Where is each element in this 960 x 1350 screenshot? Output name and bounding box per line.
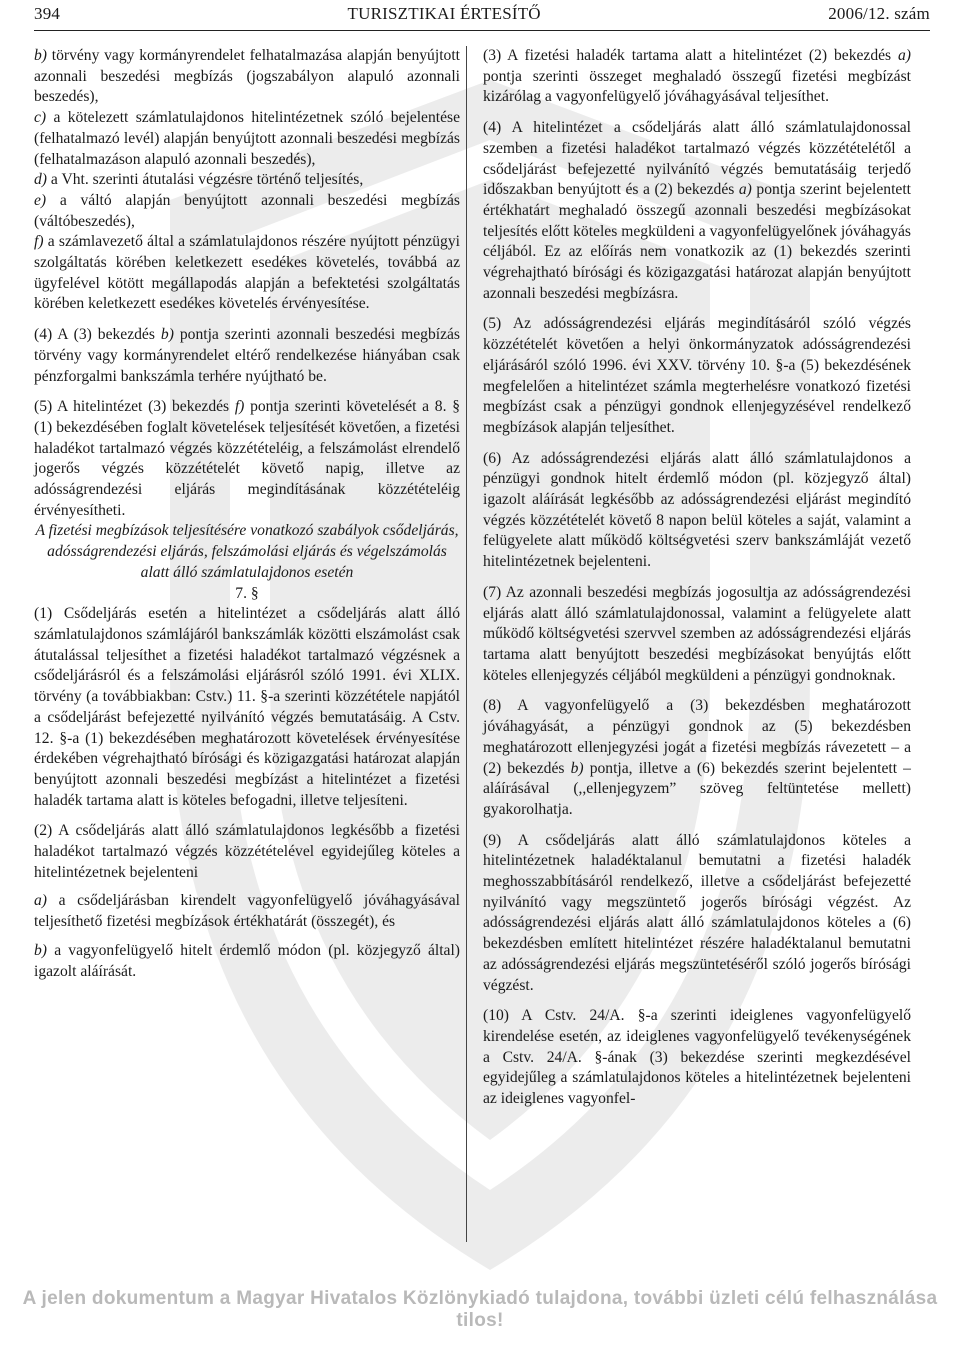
right-paragraph-8 bbox=[483, 696, 911, 820]
page-header bbox=[34, 4, 930, 31]
paragraph-5 bbox=[34, 397, 460, 521]
paragraph-4-text-a: (4) A (3) bekezdés bbox=[34, 326, 155, 344]
section-item-a-text: a csődeljárásban kirendelt vagyonfelügyelő jóváhagyásával teljesíthető fizetési megbízások értékhatárát (összegét), és bbox=[34, 892, 460, 931]
right-paragraph-4-ref: a) bbox=[738, 181, 752, 199]
column-divider bbox=[466, 46, 467, 1242]
section-item-a-label: a) bbox=[34, 892, 47, 910]
right-paragraph-8-text-b: pontja, illetve a (6) bekezdés szerint bejelentett – aláírásával (,,ellenjegyzem” szöveg feltüntetése mellett) gyakorolhatja. bbox=[483, 759, 911, 818]
paragraph-5-text-a: (5) A hitelintézet (3) bekezdés bbox=[34, 398, 230, 416]
right-paragraph-5: (5) Az adósságrendezési eljárás megindításáról szóló végzés közzétételét követően a helyi önkormányzatok adósságrendezési eljárásáról szóló 1996. évi XXV. törvény 10. §-a (5) bekezdésének megfelelően a hitelintézet számla megterhelésre vonatkozó fizetési megbízást csak a pénzügyi gondnok ellenjegyzésével rendelkező megbízások alapján teljesíthet. bbox=[483, 315, 911, 436]
publication-title: TURISZTIKAI ÉRTESÍTŐ bbox=[347, 4, 541, 23]
item-e-label: e) bbox=[34, 191, 47, 209]
section-paragraph-1: (1) Csődeljárás esetén a hitelintézet a csődeljárás alatt álló számlatulajdonos számlájáról bankszámlák közötti elszámolást csak átutalással teljesíthet a fizetési haladékot tartalmazó végzésnek a csődeljárásról és a felszámolási eljárásról szóló 1991. évi XLIX. törvény (a továbbiakban: Cstv.) 11. §-a szerinti közzététele napjától a csődeljárást befejezetté nyilvánító végzés bemutatásáig. A Cstv. 12. §-a (1) bekezdésében meghatározott követelések érvényesítése érdekében végrehajtható bírósági és közigazgatási határozat alapján benyújtott azonnali beszedési megbízást a hitelintézet a fizetési haladék tartama alatt is köteles befogadni, illetve teljesíteni. bbox=[34, 605, 460, 809]
item-d-label: d) bbox=[34, 171, 47, 189]
section-item-b bbox=[34, 941, 460, 982]
right-paragraph-7: (7) Az azonnali beszedési megbízás jogosultja az adósságrendezési eljárás alatt álló számlatulajdonossal, valamint a felügyelete alatt működő költségvetési szervvel szemben az adósságrendezési eljárás tartama alatt benyújtott beszedési megbízásokat benyújtás előtt köteles ellenjegyzés céljából megküldeni a pénzügyi gondnoknak. bbox=[483, 583, 911, 684]
paragraph-3-text-b: pontja szerinti összeget meghaladó összegű fizetési megbízást kizárólag a vagyonfelügyelő jóváhagyásával teljesíthet. bbox=[483, 67, 911, 106]
right-column bbox=[483, 46, 911, 1110]
item-c-text: a kötelezett számlatulajdonos hitelintézetnek szóló bejelentése (felhatalmazó levél) alapján benyújtott azonnali beszedési megbízás (felhatalmazáson alapuló azonnali beszedés), bbox=[34, 109, 460, 168]
paragraph-4-text-b: pontja szerinti azonnali beszedési megbízás törvény vagy kormányrendelet eltérő rendelkezése hiányában csak pénzforgalmi bankszámla terhére nyújtható be. bbox=[34, 326, 461, 385]
right-paragraph-8-ref: b) bbox=[570, 759, 584, 777]
issue-number: 2006/12. szám bbox=[828, 4, 930, 23]
left-column bbox=[34, 46, 460, 982]
item-d-text: a Vht. szerinti átutalási végzésre történő teljesítés, bbox=[50, 171, 364, 189]
right-paragraph-8-text-a: (8) A vagyonfelügyelő a (3) bekezdésben meghatározott jóváhagyását, a pénzügyi gondnok az (5) bekezdésben meghatározott ellenjegyzési jogát a fizetési megbízás rávezetett – a (2) bekezdés bbox=[483, 697, 911, 777]
item-c-label: c) bbox=[34, 109, 47, 127]
right-paragraph-4 bbox=[483, 118, 911, 304]
right-paragraph-4-text-a: (4) A hitelintézet a csődeljárás alatt álló számlatulajdonossal szemben a fizetési haladékot tartalmazó végzés közzétételétől a csődeljárást befejezetté nyilvánító végzés bemutatásáig terjedő időszakban benyújtott és a (2) bekezdés bbox=[483, 119, 911, 199]
right-paragraph-4-text-b: pontja szerint bejelentett értékhatárt meghaladó összegű azonnali beszedési megbízásokat teljesítés előtt köteles megküldeni a vagyonfelügyelőnek jóváhagyás céljából. Ez az előírás nem vonatkozik az (1) bekezdés szerinti végrehajtható bírósági és közigazgatási határozat alapján benyújtott azonnali beszedési megbízásra. bbox=[483, 181, 911, 302]
footer-notice: A jelen dokumentum a Magyar Hivatalos Közlönykiadó tulajdona, további üzleti célú felhasználása tilos! bbox=[22, 1288, 938, 1331]
item-f-label: f) bbox=[34, 233, 44, 251]
paragraph-3-ref: a) bbox=[898, 47, 911, 64]
right-paragraph-10: (10) A Cstv. 24/A. §-a szerinti ideiglenes vagyonfelügyelő kirendelése esetén, az ideiglenes vagyonfelügyelő tevékenységének a Cstv. 24/A. §-ának (3) bekezdése szerinti megkezdésével egyidejűleg a számlatulajdonos köteles a hitelintézetnek bejelenteni az ideiglenes vagyonfel- bbox=[483, 1007, 911, 1108]
paragraph-5-ref: f) bbox=[234, 398, 245, 416]
section-title: A fizetési megbízások teljesítésére vonatkozó szabályok csődeljárás, adósságrendezési eljárás, felszámolási eljárás és végelszámolás alatt álló számlatulajdonos esetén bbox=[35, 522, 459, 581]
item-e bbox=[34, 191, 460, 232]
section-number: 7. § bbox=[235, 584, 259, 602]
section-item-b-label: b) bbox=[34, 941, 47, 959]
right-paragraph-6: (6) Az adósságrendezési eljárás alatt álló számlatulajdonos a pénzügyi gondnok hitelt érdemlő módon (pl. közjegyző által) igazolt aláírását legkésőbb az adósságrendezési eljárást megindító végzés közzétételét követő 8 napon belül köteles a saját, valamint a felügyelete alatt működő költségvetési szerv bankszámláját vezető hitelintézetnek bejelenteni. bbox=[483, 449, 911, 571]
item-b-text: törvény vagy kormányrendelet felhatalmazása alapján benyújtott azonnali beszedési megbízás (jogszabályon alapuló azonnali beszedés), bbox=[34, 47, 460, 106]
item-d bbox=[34, 170, 460, 191]
right-paragraph-9: (9) A csődeljárás alatt álló számlatulajdonos köteles a hitelintézetnek haladéktalanul bemutatni a fizetési haladék meghosszabbításáról rendelkező, illetve a csődeljárást befejezetté nyilvánító vagy megszüntető jogerős bírósági végzést. Az adósságrendezési eljárás alatt álló számlatulajdonos köteles a (6) bekezdésben említett hitelintézet részére haladéktalanul bemutatni az adósságrendezési eljárás megszüntetéséről szóló jogerős bírósági végzést. bbox=[483, 831, 911, 994]
paragraph-5-text-b: pontja szerinti követelését a 8. § (1) bekezdésében foglalt követelések teljesítését követően, a fizetési haladékot tartalmazó végzés közzétételéig, a felszámolást elrendelő jogerős végzés közzétételét követő napig, illetve az adósságrendezési eljárás megindításának közzétételéig érvényesítheti. bbox=[34, 398, 460, 519]
paragraph-4-ref: b) bbox=[160, 326, 174, 344]
item-b-label: b) bbox=[34, 47, 47, 64]
item-c bbox=[34, 108, 460, 170]
section-paragraph-2: (2) A csődeljárás alatt álló számlatulajdonos legkésőbb a fizetési haladékot tartalmazó végzés közzétételével egyidejűleg köteles a hitelintézetnek bejelenteni bbox=[34, 822, 460, 881]
section-item-a bbox=[34, 891, 460, 932]
item-e-text: a váltó alapján benyújtott azonnali beszedési megbízás (váltóbeszedés), bbox=[34, 191, 460, 230]
item-f bbox=[34, 232, 460, 315]
section-item-b-text: a vagyonfelügyelő hitelt érdemlő módon (pl. közjegyző által) igazolt aláírását. bbox=[34, 941, 460, 980]
paragraph-3 bbox=[483, 46, 911, 108]
paragraph-4 bbox=[34, 325, 460, 387]
paragraph-3-text-a: (3) A fizetési haladék tartama alatt a hitelintézet (2) bekezdés bbox=[483, 47, 892, 64]
item-b bbox=[34, 46, 460, 108]
item-f-text: a számlavezető által a számlatulajdonos részére nyújtott pénzügyi szolgáltatás körében keletkezett esedékes követelés, továbbá az ügyfelével kötött megállapodás alapján a befektetési szolgáltatás körében keletkezett esedékes követelés érvényesítése. bbox=[34, 233, 460, 313]
page-number: 394 bbox=[34, 4, 61, 23]
